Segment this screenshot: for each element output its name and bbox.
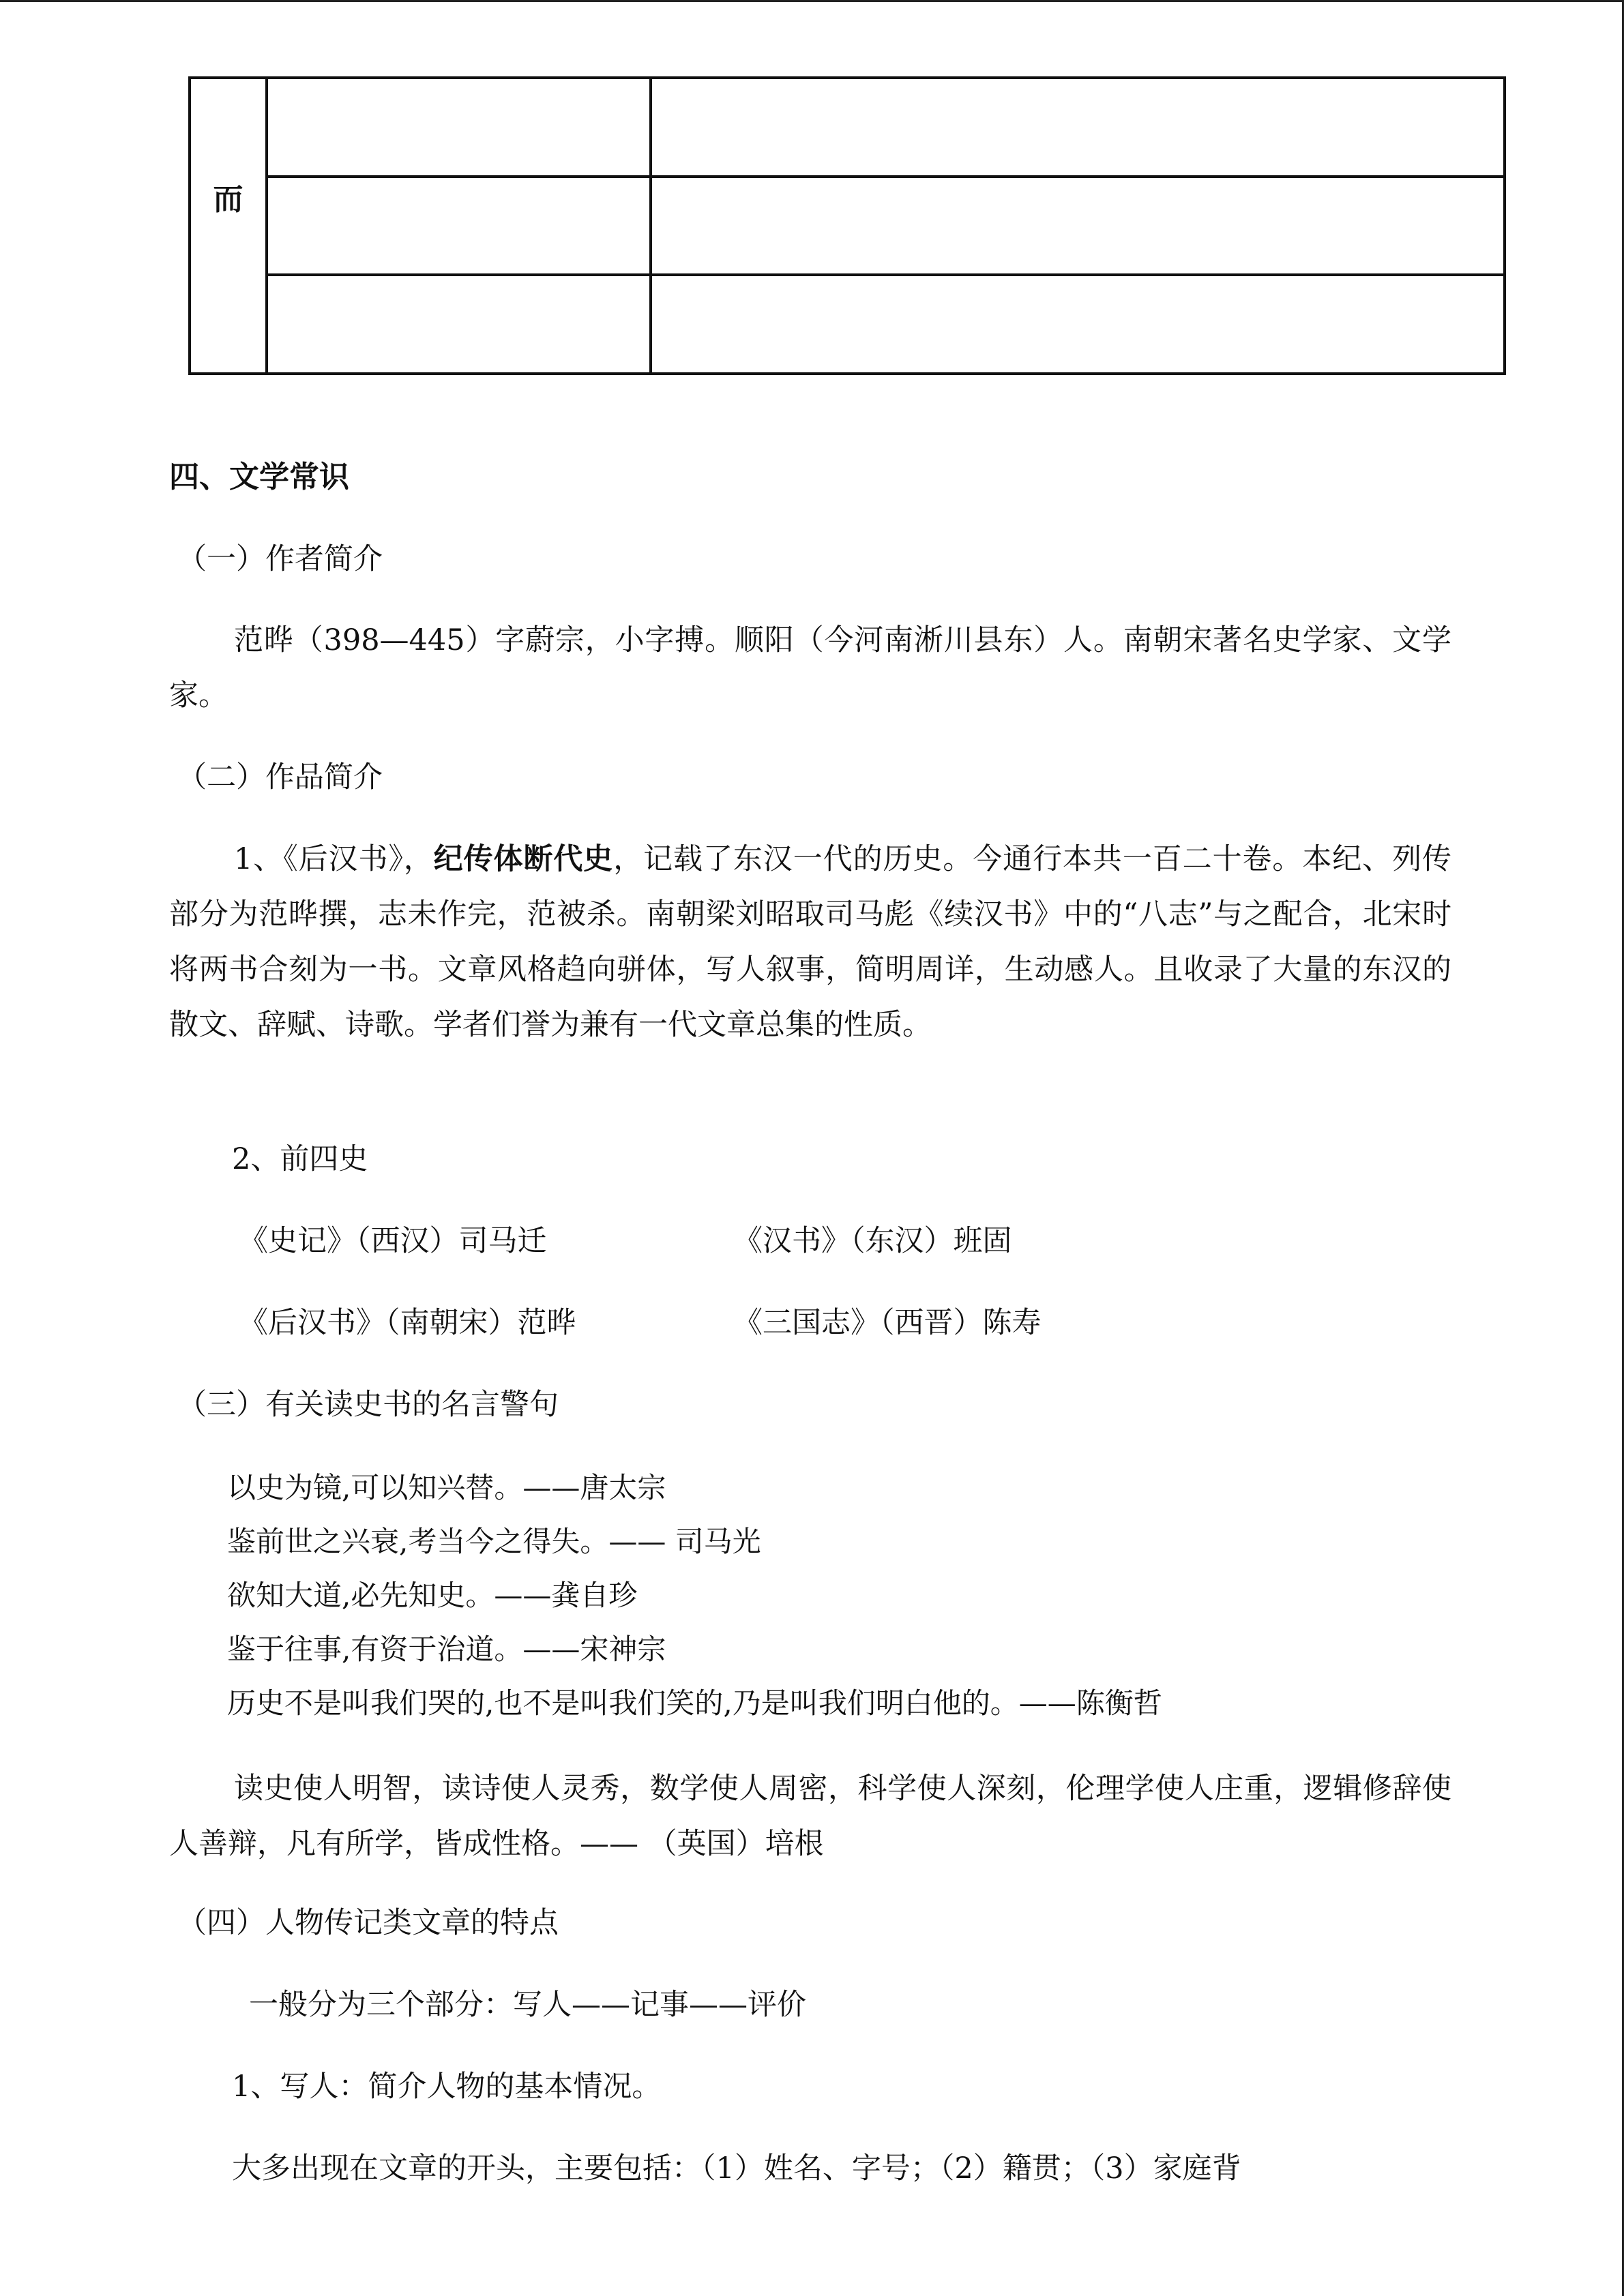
quote-line: 以史为镜,可以知兴替。——唐太宗 bbox=[227, 1471, 666, 1504]
biography-point-1-detail: 大多出现在文章的开头，主要包括：（1）姓名、字号；（2）籍贯；（3）家庭背 bbox=[232, 2151, 1241, 2186]
work-item1-bold: 纪传体断代史 bbox=[433, 842, 614, 876]
quote-line: 历史不是叫我们哭的,也不是叫我们笑的,乃是叫我们明白他的。——陈衡哲 bbox=[227, 1686, 1162, 1720]
biography-point-1: 1、写人：简介人物的基本情况。 bbox=[232, 2070, 662, 2104]
word-usage-table bbox=[188, 76, 1506, 375]
subsection-title-work: （二）作品简介 bbox=[177, 760, 383, 794]
history-item: 《汉书》（东汉）班固 bbox=[733, 1224, 1012, 1258]
table-row bbox=[190, 78, 1505, 177]
history-item: 《三国志》（西晋）陈寿 bbox=[733, 1306, 1042, 1340]
biography-structure-intro: 一般分为三个部分：写人——记事——评价 bbox=[249, 1988, 806, 2022]
quote-line: 欲知大道,必先知史。——龚自珍 bbox=[227, 1579, 638, 1612]
table-cell bbox=[651, 275, 1505, 374]
table-cell bbox=[267, 177, 651, 275]
author-intro-paragraph: 范晔（398—445）字蔚宗，小字搏。顺阳（今河南淅川县东）人。南朝宋著名史学家、文学家。 bbox=[169, 623, 1451, 713]
work-item1-rest: ，记载了东汉一代的历史。今通行本共一百二十卷。本纪、列传部分为范晔撰，志未作完，范被杀。南朝梁刘昭取司马彪《续汉书》中的“八志”与之配合，北宋时将两书合刻为一书。文章风格趋向骈体，写人叙事，简明周详，生动感人。且收录了大量的东汉的散文、辞赋、诗歌。学者们誉为兼有一代文章总集的性质。 bbox=[169, 842, 1452, 1042]
history-item: 《史记》（西汉）司马迁 bbox=[239, 1224, 547, 1258]
page-top-border bbox=[0, 0, 1624, 2]
subsection-title-quotes: （三）有关读史书的名言警句 bbox=[177, 1388, 559, 1422]
work-item1-prefix: 1、《后汉书》， bbox=[234, 842, 434, 876]
table-row bbox=[190, 275, 1505, 374]
bacon-quote-paragraph: 读史使人明智，读诗使人灵秀，数学使人周密，科学使人深刻，伦理学使人庄重，逻辑修辞使人善辩，凡有所学，皆成性格。—— （英国）培根 bbox=[169, 1772, 1451, 1861]
table-cell bbox=[267, 78, 651, 177]
table-row bbox=[190, 177, 1505, 275]
subsection-title-biography: （四）人物传记类文章的特点 bbox=[177, 1906, 559, 1940]
table-cell bbox=[651, 78, 1505, 177]
history-item: 《后汉书》（南朝宋）范晔 bbox=[239, 1306, 576, 1340]
table-char-cell: 而 bbox=[190, 78, 267, 374]
subsection-title-author: （一）作者简介 bbox=[177, 542, 383, 576]
quote-line: 鉴于往事,有资于治道。——宋神宗 bbox=[227, 1632, 666, 1666]
table-cell bbox=[267, 275, 651, 374]
work-intro-paragraph bbox=[169, 832, 1451, 1053]
table-cell bbox=[651, 177, 1505, 275]
four-histories-title: 2、前四史 bbox=[232, 1142, 368, 1176]
section-heading: 四、文学常识 bbox=[169, 460, 349, 494]
quote-line: 鉴前世之兴衰,考当今之得失。—— 司马光 bbox=[227, 1525, 761, 1558]
